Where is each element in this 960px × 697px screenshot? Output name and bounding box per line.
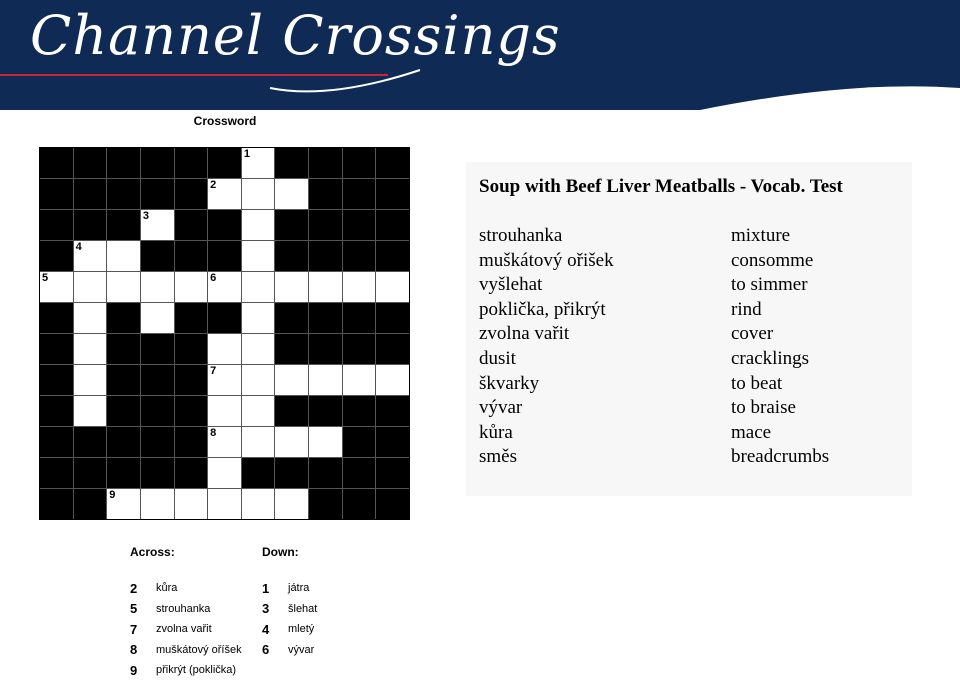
grid-cell-blocked (175, 427, 208, 457)
grid-cell-blocked (175, 241, 208, 271)
clue-text: zvolna vařit (156, 623, 212, 636)
across-clue (130, 660, 242, 681)
grid-cell-blocked (107, 179, 140, 209)
clue-text: kůra (156, 582, 178, 595)
header-banner (0, 0, 960, 110)
grid-cell[interactable] (275, 489, 308, 519)
clue-number: 5 (130, 601, 138, 617)
grid-cell-blocked (40, 458, 73, 488)
grid-cell[interactable] (74, 303, 107, 333)
grid-cell-blocked (343, 148, 376, 178)
grid-cell-blocked (175, 334, 208, 364)
vocab-english-word: consomme (731, 249, 814, 271)
grid-cell[interactable] (107, 489, 140, 519)
grid-cell-blocked (309, 303, 342, 333)
clue-number: 3 (142, 210, 150, 222)
grid-cell-blocked (74, 148, 107, 178)
vocab-czech-word: poklička, přikrýt (479, 298, 606, 320)
clue-number: 1 (262, 580, 270, 596)
grid-cell[interactable] (309, 272, 342, 302)
grid-cell-blocked (208, 148, 241, 178)
grid-cell-blocked (343, 210, 376, 240)
grid-cell-blocked (175, 396, 208, 426)
grid-cell-blocked (309, 334, 342, 364)
grid-cell-blocked (275, 334, 308, 364)
vocab-english-word: to simmer (731, 274, 808, 296)
vocab-czech-word: dusit (479, 347, 516, 369)
grid-cell-blocked (40, 489, 73, 519)
grid-cell[interactable] (141, 489, 174, 519)
grid-cell-blocked (175, 458, 208, 488)
grid-cell[interactable] (242, 179, 275, 209)
clue-number: 7 (130, 621, 138, 637)
grid-cell-blocked (275, 148, 308, 178)
grid-cell-blocked (107, 427, 140, 457)
grid-cell[interactable] (376, 272, 409, 302)
clue-text: přikrýt (poklička) (156, 664, 237, 677)
grid-cell-blocked (275, 303, 308, 333)
grid-cell[interactable] (141, 272, 174, 302)
grid-cell-blocked (74, 210, 107, 240)
grid-cell[interactable] (343, 365, 376, 395)
grid-cell-blocked (275, 396, 308, 426)
grid-cell-blocked (343, 179, 376, 209)
grid-cell-blocked (141, 148, 174, 178)
grid-cell-blocked (141, 396, 174, 426)
grid-cell[interactable] (74, 272, 107, 302)
clue-number: 5 (42, 272, 49, 284)
grid-cell-blocked (141, 427, 174, 457)
grid-cell-blocked (309, 148, 342, 178)
grid-cell[interactable] (309, 365, 342, 395)
across-clue (130, 599, 242, 620)
vocab-czech-column (479, 224, 614, 470)
grid-cell[interactable] (242, 148, 275, 178)
grid-cell-blocked (107, 210, 140, 240)
grid-cell-blocked (107, 303, 140, 333)
vocab-english-word: mixture (731, 225, 791, 246)
grid-cell-blocked (309, 489, 342, 519)
vocab-czech-word: vývar (479, 397, 523, 419)
grid-cell[interactable] (208, 272, 241, 302)
grid-cell-blocked (343, 396, 376, 426)
accent-line (0, 74, 388, 76)
grid-cell-blocked (141, 334, 174, 364)
grid-cell[interactable] (242, 272, 275, 302)
grid-cell-blocked (107, 396, 140, 426)
vocab-english-word: breadcrumbs (731, 446, 830, 468)
grid-cell-blocked (275, 458, 308, 488)
vocab-czech-word: vyšlehat (479, 274, 543, 296)
down-clue (262, 619, 317, 640)
across-clue (130, 578, 242, 599)
grid-cell[interactable] (242, 365, 275, 395)
grid-cell-blocked (309, 210, 342, 240)
vocab-test-panel (466, 162, 912, 496)
down-clue (262, 599, 317, 620)
grid-cell-blocked (275, 210, 308, 240)
grid-cell-blocked (40, 365, 73, 395)
grid-cell[interactable] (175, 272, 208, 302)
grid-cell-blocked (343, 303, 376, 333)
clue-number: 2 (130, 580, 138, 596)
grid-cell-blocked (376, 241, 409, 271)
clue-number: 8 (130, 642, 138, 658)
grid-cell-blocked (376, 303, 409, 333)
vocab-english-word: mace (731, 421, 772, 443)
grid-cell[interactable] (141, 303, 174, 333)
grid-cell-blocked (376, 396, 409, 426)
grid-cell-blocked (175, 179, 208, 209)
vocab-czech-word: strouhanka (479, 225, 563, 246)
grid-cell[interactable] (208, 334, 241, 364)
grid-cell-blocked (175, 148, 208, 178)
grid-cell-blocked (74, 427, 107, 457)
grid-cell-blocked (107, 334, 140, 364)
vocab-title: Soup with Beef Liver Meatballs - Vocab. Test (479, 176, 843, 197)
grid-cell[interactable] (175, 489, 208, 519)
grid-cell-blocked (376, 458, 409, 488)
grid-cell[interactable] (376, 365, 409, 395)
vocab-english-word: cracklings (731, 347, 810, 369)
grid-cell[interactable] (275, 427, 308, 457)
grid-cell[interactable] (242, 396, 275, 426)
grid-cell-blocked (40, 179, 73, 209)
grid-cell-blocked (208, 241, 241, 271)
grid-cell[interactable] (242, 241, 275, 271)
grid-cell-blocked (40, 396, 73, 426)
clue-number: 9 (109, 489, 116, 501)
clue-number: 6 (210, 272, 217, 284)
grid-cell[interactable] (208, 489, 241, 519)
grid-cell-blocked (376, 334, 409, 364)
grid-cell-blocked (309, 179, 342, 209)
grid-cell[interactable] (74, 334, 107, 364)
across-heading: Across: (130, 545, 175, 559)
grid-cell-blocked (74, 489, 107, 519)
grid-cell[interactable] (208, 179, 241, 209)
grid-cell-blocked (208, 303, 241, 333)
grid-cell[interactable] (242, 489, 275, 519)
grid-cell[interactable] (107, 272, 140, 302)
grid-cell-blocked (40, 303, 73, 333)
grid-cell-blocked (107, 365, 140, 395)
vocab-english-word: cover (731, 323, 774, 345)
crossword-grid (39, 147, 410, 520)
down-clues (262, 578, 317, 660)
grid-cell-blocked (242, 458, 275, 488)
grid-cell-blocked (74, 179, 107, 209)
clue-number: 3 (262, 601, 270, 617)
grid-cell[interactable] (343, 272, 376, 302)
grid-cell-blocked (343, 458, 376, 488)
grid-cell-blocked (175, 210, 208, 240)
grid-cell-blocked (309, 458, 342, 488)
vocab-czech-word: směs (479, 446, 517, 468)
clue-number: 2 (210, 179, 217, 191)
grid-cell[interactable] (40, 272, 73, 302)
grid-cell-blocked (175, 365, 208, 395)
grid-cell-blocked (74, 458, 107, 488)
clue-number: 7 (210, 365, 217, 377)
grid-cell-blocked (141, 458, 174, 488)
grid-cell-blocked (40, 334, 73, 364)
clue-number: 4 (262, 621, 270, 637)
grid-cell[interactable] (242, 427, 275, 457)
grid-cell[interactable] (242, 210, 275, 240)
across-clue (130, 619, 242, 640)
clue-number: 1 (243, 148, 250, 160)
grid-cell-blocked (343, 334, 376, 364)
vocab-english-word: rind (731, 298, 762, 320)
vocab-english-word: to beat (731, 372, 783, 394)
grid-cell[interactable] (208, 396, 241, 426)
grid-cell-blocked (275, 241, 308, 271)
grid-cell-blocked (343, 427, 376, 457)
grid-cell[interactable] (208, 365, 241, 395)
grid-cell-blocked (40, 210, 73, 240)
vocab-czech-word: škvarky (479, 372, 540, 394)
grid-cell-blocked (141, 365, 174, 395)
clue-number: 8 (210, 427, 217, 439)
clue-text: muškátový oříšek (156, 643, 242, 656)
grid-cell-blocked (376, 148, 409, 178)
grid-cell-blocked (343, 489, 376, 519)
grid-cell-blocked (376, 489, 409, 519)
vocab-english-column (731, 224, 829, 470)
grid-cell-blocked (309, 396, 342, 426)
grid-cell-blocked (208, 210, 241, 240)
grid-cell-blocked (343, 241, 376, 271)
vocab-english-word: to braise (731, 397, 796, 419)
vocab-czech-word: muškátový ořišek (479, 249, 614, 271)
grid-cell-blocked (40, 148, 73, 178)
clue-text: šlehat (288, 602, 318, 615)
grid-cell[interactable] (309, 427, 342, 457)
grid-cell[interactable] (141, 210, 174, 240)
down-clue (262, 578, 317, 599)
vocab-czech-word: kůra (479, 421, 513, 443)
grid-cell[interactable] (208, 427, 241, 457)
grid-cell-blocked (376, 179, 409, 209)
grid-cell-blocked (141, 179, 174, 209)
clue-number: 6 (262, 642, 270, 658)
grid-cell-blocked (175, 303, 208, 333)
clue-text: játra (288, 582, 310, 595)
grid-cell-blocked (107, 458, 140, 488)
logo: Channel Crossings (30, 4, 561, 67)
grid-cell[interactable] (242, 334, 275, 364)
grid-cell-blocked (141, 241, 174, 271)
grid-cell[interactable] (74, 396, 107, 426)
grid-cell-blocked (376, 210, 409, 240)
grid-cell-blocked (40, 241, 73, 271)
grid-cell[interactable] (107, 241, 140, 271)
logo-swoosh-icon (0, 0, 960, 110)
grid-cell-blocked (376, 427, 409, 457)
clue-text: vývar (288, 643, 315, 656)
clue-text: strouhanka (156, 602, 211, 615)
down-clue (262, 640, 317, 661)
grid-cell[interactable] (275, 365, 308, 395)
grid-cell[interactable] (242, 303, 275, 333)
clue-text: mletý (288, 623, 315, 636)
grid-cell[interactable] (275, 272, 308, 302)
down-heading: Down: (262, 545, 299, 559)
grid-cell[interactable] (74, 365, 107, 395)
grid-cell[interactable] (74, 241, 107, 271)
grid-cell[interactable] (208, 458, 241, 488)
across-clue (130, 640, 242, 661)
vocab-czech-word: zvolna vařit (479, 323, 570, 345)
grid-cell-blocked (309, 241, 342, 271)
grid-cell[interactable] (275, 179, 308, 209)
grid-cell-blocked (107, 148, 140, 178)
clue-number: 4 (75, 241, 82, 253)
across-clues (130, 578, 242, 681)
clue-number: 9 (130, 662, 138, 678)
grid-cell-blocked (40, 427, 73, 457)
crossword-title: Crossword (193, 114, 257, 128)
